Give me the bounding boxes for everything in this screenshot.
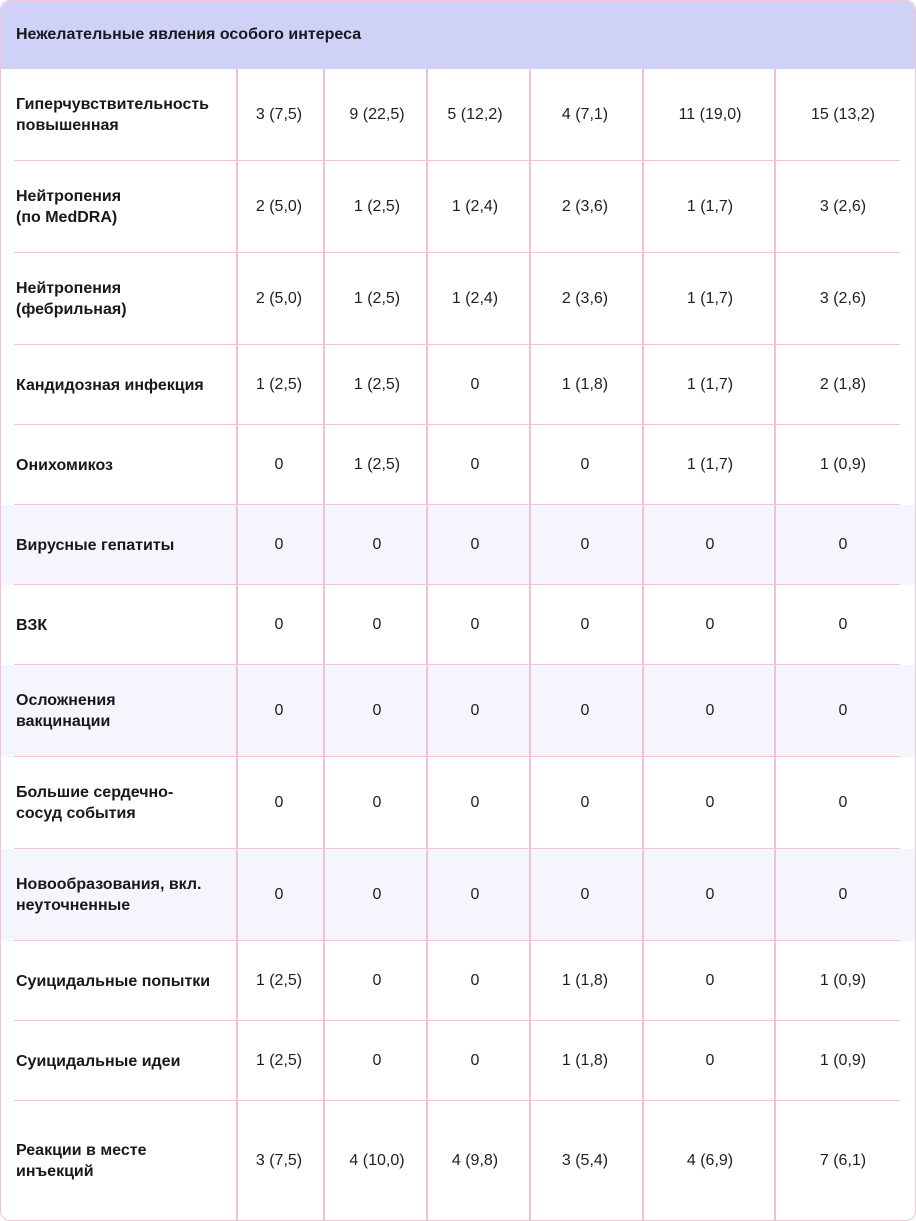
table-row [1,1021,915,1101]
table-row [1,585,915,665]
table-cell: 0 [470,886,480,903]
table-cell: 1 (0,9) [819,972,867,989]
row-label: Реакции в месте инъекций [16,1142,147,1180]
table-cell: 0 [470,376,480,393]
table-cell: 0 [274,456,284,473]
table-row [1,253,915,345]
table-cell: 0 [470,972,480,989]
row-label: Гиперчувствительность повышенная [16,96,210,134]
table-cell: 0 [705,794,715,811]
row-label: Вирусные гепатиты [16,536,175,554]
row-label: Нейтропения (фебрильная) [16,280,127,318]
table-cell: 1 (2,5) [255,376,303,393]
table-header [1,1,915,69]
table-cell: 0 [470,536,480,553]
table-cell: 15 (13,2) [810,106,876,123]
table-cell: 0 [470,456,480,473]
table-row [1,849,915,941]
table-row [1,69,915,161]
table-cell: 3 (5,4) [561,1152,609,1169]
table-cell: 1 (1,7) [686,290,734,307]
row-label: Онихомикоз [16,456,113,474]
table-cell: 0 [274,702,284,719]
table-cell: 0 [705,886,715,903]
table-row [1,161,915,253]
table-cell: 5 (12,2) [447,106,503,123]
row-label: Суицидальные идеи [16,1052,181,1070]
table-cell: 0 [372,972,382,989]
column-divider [642,69,644,1221]
table-cell: 0 [705,616,715,633]
column-divider [426,69,428,1221]
table-row [1,665,915,757]
table-cell: 0 [580,616,590,633]
table-cell: 2 (1,8) [819,376,867,393]
table-cell: 0 [372,616,382,633]
table-cell: 1 (0,9) [819,456,867,473]
table-cell: 0 [838,616,848,633]
table-cell: 3 (7,5) [255,1152,303,1169]
table-cell: 0 [470,1052,480,1069]
table-cell: 0 [580,536,590,553]
table-cell: 9 (22,5) [349,106,405,123]
table-cell: 1 (2,5) [255,1052,303,1069]
table-cell: 0 [838,702,848,719]
table-cell: 1 (1,8) [561,1052,609,1069]
table-row [1,425,915,505]
table-cell: 4 (6,9) [686,1152,734,1169]
table-cell: 0 [470,702,480,719]
table-cell: 0 [372,794,382,811]
table-cell: 1 (1,7) [686,376,734,393]
table-cell: 0 [705,702,715,719]
table-cell: 3 (7,5) [255,106,303,123]
table-cell: 1 (2,4) [451,290,499,307]
table-cell: 0 [372,1052,382,1069]
row-label: Кандидозная инфекция [16,376,204,394]
table-cell: 2 (3,6) [561,290,609,307]
table-cell: 4 (9,8) [451,1152,499,1169]
column-divider [236,69,238,1221]
table-cell: 0 [705,1052,715,1069]
table-row [1,1101,915,1221]
table-cell: 2 (5,0) [255,198,303,215]
table-cell: 0 [470,794,480,811]
table-cell: 4 (7,1) [561,106,609,123]
table-cell: 1 (2,5) [353,456,401,473]
table-cell: 0 [838,794,848,811]
row-label: Нейтропения (по MedDRA) [16,188,122,226]
table-cell: 0 [580,794,590,811]
table-cell: 0 [274,886,284,903]
table-cell: 7 (6,1) [819,1152,867,1169]
table-row [1,941,915,1021]
table-cell: 0 [838,536,848,553]
table-cell: 0 [470,616,480,633]
column-divider [774,69,776,1221]
table-cell: 1 (2,5) [353,376,401,393]
table-row [1,505,915,585]
table-cell: 4 (10,0) [349,1152,405,1169]
table-cell: 0 [274,536,284,553]
table-cell: 1 (2,5) [255,972,303,989]
column-divider [323,69,325,1221]
table-row [1,345,915,425]
table-cell: 1 (2,5) [353,290,401,307]
row-label: Новообразования, вкл. неуточненные [16,876,202,914]
row-label: Большие сердечно- сосуд события [16,784,174,822]
table-cell: 3 (2,6) [819,198,867,215]
table-cell: 0 [372,886,382,903]
table-cell: 2 (3,6) [561,198,609,215]
table-cell: 0 [580,702,590,719]
table-cell: 1 (1,8) [561,376,609,393]
table-cell: 11 (19,0) [678,106,742,123]
table-cell: 1 (1,7) [686,198,734,215]
table-cell: 0 [705,536,715,553]
table-cell: 1 (0,9) [819,1052,867,1069]
table-row [1,757,915,849]
table-cell: 0 [838,886,848,903]
table-cell: 0 [372,536,382,553]
table-cell: 0 [580,886,590,903]
table-cell: 2 (5,0) [255,290,303,307]
table-cell: 0 [580,456,590,473]
row-label: Осложнения вакцинации [16,692,116,730]
table-cell: 1 (2,5) [353,198,401,215]
table-cell: 3 (2,6) [819,290,867,307]
table-cell: 1 (1,8) [561,972,609,989]
table-cell: 0 [274,616,284,633]
row-label: Суицидальные попытки [16,972,211,990]
column-divider [529,69,531,1221]
row-label: ВЗК [16,616,48,634]
table-cell: 1 (1,7) [686,456,734,473]
table-cell: 0 [274,794,284,811]
table-cell: 0 [372,702,382,719]
table-cell: 0 [705,972,715,989]
table-title: Нежелательные явления особого интереса [16,26,362,43]
table-cell: 1 (2,4) [451,198,499,215]
